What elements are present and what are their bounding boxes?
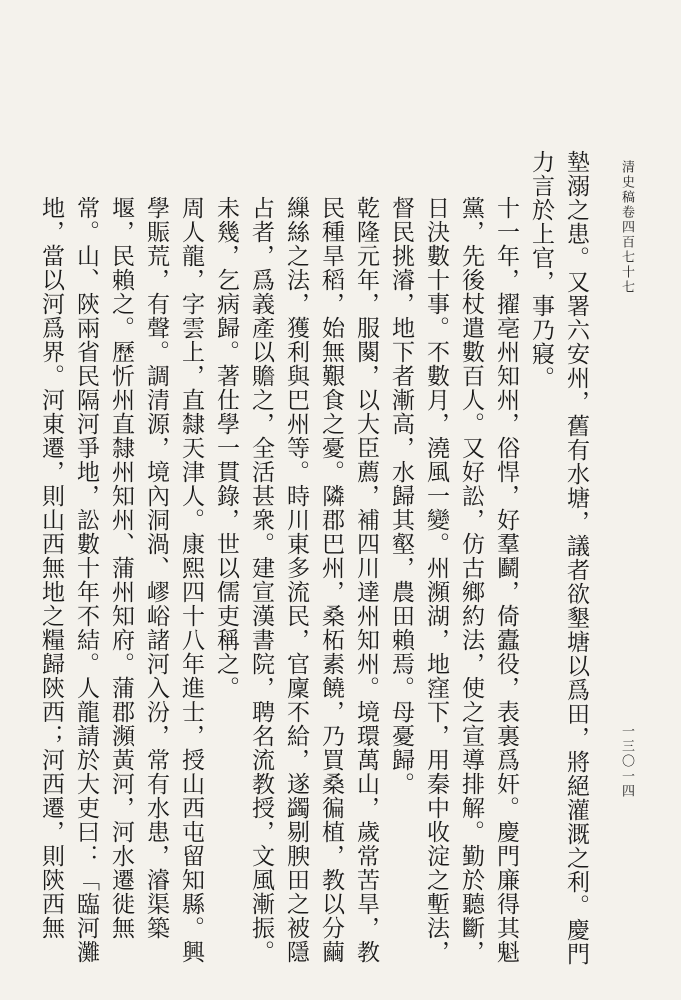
paragraph: 周人龍，字雲上，直隸天津人。康熙四十八年進士，授山西屯留知縣。興學賑荒，有聲。調清源，境內洞渦、嵺峪諸河入汾，常有水患，濬渠築堰，民賴之。歷忻州直隸州知州、蒲州知府。蒲郡瀕黃河，河水遷徙無常。山、陝兩省民隔河爭地，訟數十年不結。人龍請於大吏曰：「臨河灘地，當以河爲界。河東遷，則山西無地之糧歸陝西；河西遷，則陝西無 (38, 196, 204, 964)
paragraph: 墊溺之患。又署六安州，舊有水塘，議者欲墾塘以爲田，將絕灌溉之利。慶門力言於上官，事乃寢。 (528, 150, 589, 966)
running-header-title: 清史稿卷四百七十七 (619, 160, 634, 295)
body-text (38, 150, 593, 980)
page-number: 一三〇一四 (619, 724, 634, 799)
paragraph: 乾隆元年，服闋，以大臣薦，補四川達州知州。境環萬山，歲常苦旱，教民種旱稻，始無艱食之憂。隣郡巴州，桑柘素饒，乃買桑徧植，教以分繭繅絲之法，獲利與巴州等。時川東多流民，官廩不給，遂蠲剔腴田之被隱占者，爲義產以贍之，全活甚衆。建宣漢書院，聘名流教授，文風漸振。未幾，乞病歸。著仕學一貫錄，世以儒吏稱之。 (213, 196, 379, 964)
paragraph: 十一年，擢亳州知州，俗悍，好羣鬬，倚蠹役，表裏爲奸。慶門廉得其魁黨，先後杖遣數百人。又好訟，仿古鄉約法，使之宣導排解。勤於聽斷，日決數十事。不數月，澆風一變。州瀕湖，地窪下，用秦中收淀之塹法，督民挑濬，地下者漸高，水歸其壑，農田賴焉。母憂歸。 (388, 196, 519, 964)
